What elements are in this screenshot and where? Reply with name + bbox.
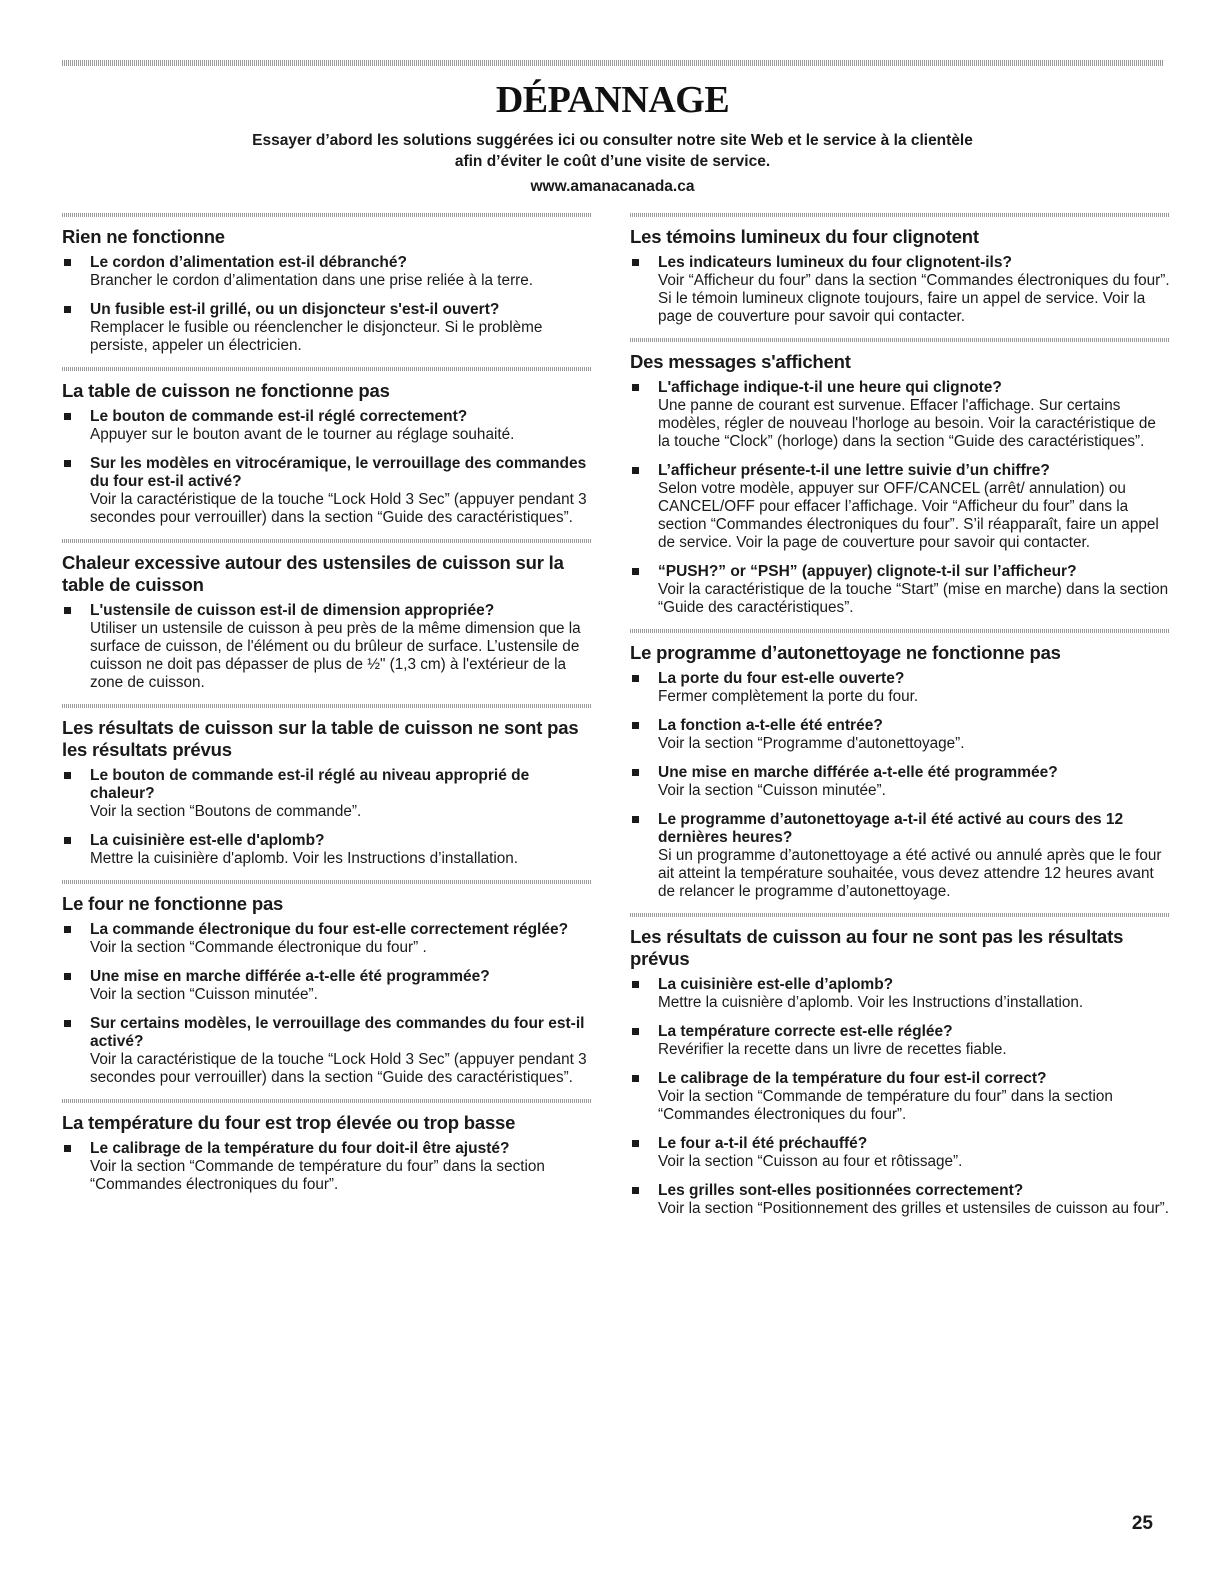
square-bullet-icon [64,1145,71,1152]
answer-text: Voir la caractéristique de la touche “Lock Hold 3 Sec” (appuyer pendant 3 secondes pour verrouiller) dans la section “Guide des caractéristiques”. [90,1051,587,1086]
square-bullet-icon [64,306,71,313]
square-bullet-icon [632,384,639,391]
square-bullet-icon [632,1028,639,1035]
section-heading: Rien ne fonctionne [62,226,225,247]
question-text: Sur certains modèles, le verrouillage des commandes du four est-il activé? [90,1015,585,1050]
question-text: Le calibrage de la température du four doit-il être ajusté? [90,1140,510,1157]
troubleshooting-item [630,811,1170,901]
square-bullet-icon [632,722,639,729]
question-text: Le bouton de commande est-il réglé au niveau approprié de chaleur? [90,767,530,802]
troubleshooting-item [630,1182,1170,1218]
question-text: La commande électronique du four est-elle correctement réglée? [90,921,569,938]
square-bullet-icon [632,467,639,474]
square-bullet-icon [632,769,639,776]
troubleshooting-item [62,602,592,692]
section-heading: Les résultats de cuisson sur la table de cuisson ne sont pas les résultats prévus [62,717,579,760]
question-text: La température correcte est-elle réglée? [658,1023,953,1040]
square-bullet-icon [632,568,639,575]
square-bullet-icon [64,772,71,779]
question-text: La cuisinière est-elle d’aplomb? [658,976,894,993]
answer-text: Voir “Afficheur du four” dans la section “Commandes électroniques du four”. Si le témoin lumineux clignote toujours, faire un appel de service. Voir la page de couverture pour savoir qui contacter. [658,272,1170,325]
answer-text: Revérifier la recette dans un livre de recettes fiable. [658,1041,1007,1058]
section-heading: La température du four est trop élevée ou trop basse [62,1112,516,1133]
question-text: Les grilles sont-elles positionnées correctement? [658,1182,1024,1199]
question-text: L’afficheur présente-t-il une lettre suivie d’un chiffre? [658,462,1050,479]
square-bullet-icon [632,816,639,823]
page-number: 25 [1131,1513,1153,1534]
answer-text: Voir la section “Positionnement des grilles et ustensiles de cuisson au four”. [658,1200,1170,1217]
answer-text: Voir la caractéristique de la touche “Lock Hold 3 Sec” (appuyer pendant 3 secondes pour verrouiller) dans la section “Guide des caractéristiques”. [90,491,587,526]
section-divider [630,213,1170,217]
troubleshooting-item [62,455,592,527]
question-text: Un fusible est-il grillé, ou un disjoncteur s'est-il ouvert? [90,301,500,318]
troubleshooting-section [62,880,592,1087]
section-divider [630,629,1170,633]
answer-text: Remplacer le fusible ou réenclencher le disjoncteur. Si le problème persiste, appeler un électricien. [90,319,543,354]
troubleshooting-item [630,976,1170,1012]
square-bullet-icon [64,973,71,980]
troubleshooting-item [62,301,592,355]
square-bullet-icon [64,460,71,467]
answer-text: Fermer complètement la porte du four. [658,688,919,705]
section-heading: Le four ne fonctionne pas [62,893,284,914]
intro-text [0,130,1225,197]
troubleshooting-item [62,408,592,444]
section-divider [630,338,1170,342]
square-bullet-icon [64,1020,71,1027]
question-text: Le programme d’autonettoyage a-t-il été activé au cours des 12 dernières heures? [658,811,1124,846]
section-divider [62,539,592,543]
troubleshooting-section [630,629,1170,901]
square-bullet-icon [64,413,71,420]
troubleshooting-section [630,213,1170,326]
square-bullet-icon [64,259,71,266]
question-text: “PUSH?” or “PSH” (appuyer) clignote-t-il sur l’afficheur? [658,563,1077,580]
intro-line-1: Essayer d’abord les solutions suggérées ici ou consulter notre site Web et le service à la clientèle [252,132,973,149]
troubleshooting-item [630,379,1170,451]
square-bullet-icon [632,1140,639,1147]
top-dotted-rule [62,60,1164,66]
answer-text: Appuyer sur le bouton avant de le tourner au réglage souhaité. [90,426,515,443]
troubleshooting-item [630,462,1170,552]
question-text: Sur les modèles en vitrocéramique, le verrouillage des commandes du four est-il activé? [90,455,587,490]
answer-text: Voir la caractéristique de la touche “Start” (mise en marche) dans la section “Guide des caractéristiques”. [658,581,1169,616]
intro-line-2: afin d’éviter le coût d’une visite de service. [454,153,771,170]
troubleshooting-item [62,968,592,1004]
answer-text: Voir la section “Programme d'autonettoyage”. [658,735,965,752]
answer-text: Mettre la cuisnière d’aplomb. Voir les Instructions d’installation. [658,994,1084,1011]
troubleshooting-section [62,704,592,868]
answer-text: Une panne de courant est survenue. Effacer l'affichage. Sur certains modèles, régler de nouveau l'horloge au besoin. Voir la caractéristique de la touche “Clock” (horloge) dans la section “Guide des caractéristiques”. [658,397,1156,450]
troubleshooting-section [62,1099,592,1194]
troubleshooting-item [630,670,1170,706]
troubleshooting-item [630,717,1170,753]
answer-text: Voir la section “Boutons de commande”. [90,803,362,820]
question-text: L'ustensile de cuisson est-il de dimension appropriée? [90,602,495,619]
troubleshooting-item [630,1135,1170,1171]
square-bullet-icon [632,1187,639,1194]
section-heading: Les résultats de cuisson au four ne sont pas les résultats prévus [630,926,1124,969]
troubleshooting-item [62,921,592,957]
section-heading: La table de cuisson ne fonctionne pas [62,380,390,401]
answer-text: Voir la section “Cuisson minutée”. [658,782,886,799]
troubleshooting-item [630,563,1170,617]
troubleshooting-item [62,767,592,821]
square-bullet-icon [632,675,639,682]
answer-text: Si un programme d’autonettoyage a été activé ou annulé après que le four ait atteint la température souhaitée, vous devez attendre 12 heures avant de relancer le programme d’autonettoyage. [658,847,1162,900]
troubleshooting-item [630,1070,1170,1124]
section-divider [62,213,592,217]
section-divider [62,1099,592,1103]
question-text: La fonction a-t-elle été entrée? [658,717,883,734]
answer-text: Selon votre modèle, appuyer sur OFF/CANCEL (arrêt/ annulation) ou CANCEL/OFF pour effacer l’affichage. Voir “Afficheur du four” dans la section “Commandes électroniques du four”. S’il réapparaît, faire un appel de service. Voir la page de couverture pour savoir qui contacter. [658,480,1159,551]
square-bullet-icon [632,259,639,266]
troubleshooting-section [630,913,1170,1218]
question-text: Une mise en marche différée a-t-elle été programmée? [90,968,490,985]
troubleshooting-item [630,254,1170,326]
answer-text: Voir la section “Cuisson au four et rôtissage”. [658,1153,963,1170]
section-divider [62,880,592,884]
answer-text: Voir la section “Commande de température du four” dans la section “Commandes électroniques du four”. [90,1158,545,1193]
answer-text: Voir la section “Commande de température du four” dans la section “Commandes électroniques du four”. [658,1088,1113,1123]
question-text: Le bouton de commande est-il réglé correctement? [90,408,468,425]
question-text: La porte du four est-elle ouverte? [658,670,905,687]
question-text: Le calibrage de la température du four est-il correct? [658,1070,1047,1087]
answer-text: Voir la section “Commande électronique du four” . [90,939,427,956]
troubleshooting-section [62,539,592,692]
square-bullet-icon [632,981,639,988]
section-divider [62,367,592,371]
section-heading: Des messages s'affichent [630,351,851,372]
square-bullet-icon [64,607,71,614]
question-text: Le four a-t-il été préchauffé? [658,1135,868,1152]
troubleshooting-item [630,764,1170,800]
question-text: Les indicateurs lumineux du four clignotent-ils? [658,254,1012,271]
square-bullet-icon [632,1075,639,1082]
square-bullet-icon [64,837,71,844]
section-heading: Les témoins lumineux du four clignotent [630,226,979,247]
question-text: Une mise en marche différée a-t-elle été programmée? [658,764,1058,781]
section-divider [62,704,592,708]
question-text: Le cordon d’alimentation est-il débranché? [90,254,407,271]
answer-text: Mettre la cuisinière d'aplomb. Voir les Instructions d’installation. [90,850,519,867]
answer-text: Utiliser un ustensile de cuisson à peu près de la même dimension que la surface de cuisson, de l'élément ou du brûleur de surface. L’ustensile de cuisson ne doit pas dépasser de plus de ½" (1,3 cm) à l'extérieur de la zone de cuisson. [90,620,581,691]
question-text: La cuisinière est-elle d'aplomb? [90,832,325,849]
troubleshooting-item [62,832,592,868]
page-title: DÉPANNAGE [495,79,730,121]
troubleshooting-item [62,1015,592,1087]
left-column [62,213,592,1206]
troubleshooting-item [630,1023,1170,1059]
section-heading: Le programme d’autonettoyage ne fonctionne pas [630,642,1061,663]
section-divider [630,913,1170,917]
website-link[interactable]: www.amanacanada.ca [530,178,695,195]
troubleshooting-section [630,338,1170,617]
troubleshooting-section [62,367,592,527]
right-column [630,213,1170,1230]
section-heading: Chaleur excessive autour des ustensiles de cuisson sur la table de cuisson [62,552,564,595]
troubleshooting-item [62,254,592,290]
troubleshooting-item [62,1140,592,1194]
answer-text: Voir la section “Cuisson minutée”. [90,986,318,1003]
troubleshooting-section [62,213,592,355]
question-text: L'affichage indique-t-il une heure qui clignote? [658,379,1002,396]
answer-text: Brancher le cordon d’alimentation dans une prise reliée à la terre. [90,272,534,289]
square-bullet-icon [64,926,71,933]
